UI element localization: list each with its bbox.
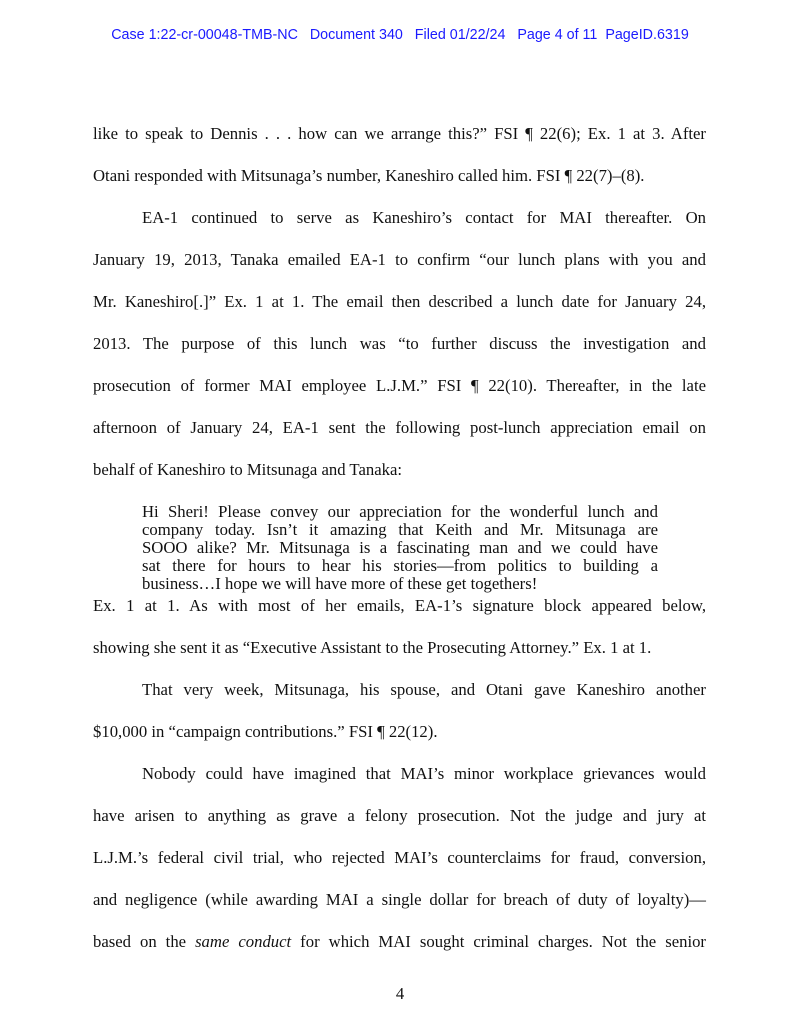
body-line: L.J.M.’s federal civil trial, who rejected MAI’s counterclaims for fraud, conversion, [93,848,706,867]
body-line: Otani responded with Mitsunaga’s number, Kaneshiro called him. FSI ¶ 22(7)–(8). [93,166,645,185]
body-line: afternoon of January 24, EA-1 sent the following post-lunch appreciation email on [93,418,706,437]
page-id: PageID.6319 [605,27,689,43]
body-line: like to speak to Dennis . . . how can we arrange this?” FSI ¶ 22(6); Ex. 1 at 3. After [93,124,706,143]
body-line: Nobody could have imagined that MAI’s minor workplace grievances would [142,764,706,783]
quote-line: SOOO alike? Mr. Mitsunaga is a fascinating man and we could have [142,538,658,557]
text-run: based on the [93,932,196,951]
body-line: Ex. 1 at 1. As with most of her emails, EA-1’s signature block appeared below, [93,596,706,615]
body-line: showing she sent it as “Executive Assistant to the Prosecuting Attorney.” Ex. 1 at 1. [93,638,652,657]
quote-line: business…I hope we will have more of these get togethers! [142,574,538,593]
body-line: 2013. The purpose of this lunch was “to further discuss the investigation and [93,334,706,353]
body-line: $10,000 in “campaign contributions.” FSI ¶ 22(12). [93,722,438,741]
body-line: January 19, 2013, Tanaka emailed EA-1 to confirm “our lunch plans with you and [93,250,706,269]
page-number: 4 [395,984,405,1003]
body-line [93,932,706,952]
body-line: behalf of Kaneshiro to Mitsunaga and Tanaka: [93,460,403,479]
quote-line: sat there for hours to hear his stories—from politics to building a [142,556,658,575]
text-run: for which MAI sought criminal charges. Not the senior [291,932,706,951]
body-line: prosecution of former MAI employee L.J.M.” FSI ¶ 22(10). Thereafter, in the late [93,376,706,395]
quote-line: company today. Isn’t it amazing that Keith and Mr. Mitsunaga are [142,520,658,539]
filed-date: Filed 01/22/24 [414,27,506,43]
ecf-header [0,27,800,43]
body-line: have arisen to anything as grave a felony prosecution. Not the judge and jury at [93,806,706,825]
body-line: Mr. Kaneshiro[.]” Ex. 1 at 1. The email then described a lunch date for January 24, [93,292,706,311]
case-number: Case 1:22-cr-00048-TMB-NC [111,27,298,43]
page-count: Page 4 of 11 [517,27,598,43]
body-line: That very week, Mitsunaga, his spouse, and Otani gave Kaneshiro another [142,680,706,699]
quote-line: Hi Sheri! Please convey our appreciation for the wonderful lunch and [142,502,658,521]
body-line: EA-1 continued to serve as Kaneshiro’s contact for MAI thereafter. On [142,208,706,227]
emphasized-text: same conduct [195,932,292,951]
document-number: Document 340 [309,27,403,43]
body-line: and negligence (while awarding MAI a single dollar for breach of duty of loyalty)— [93,890,706,909]
